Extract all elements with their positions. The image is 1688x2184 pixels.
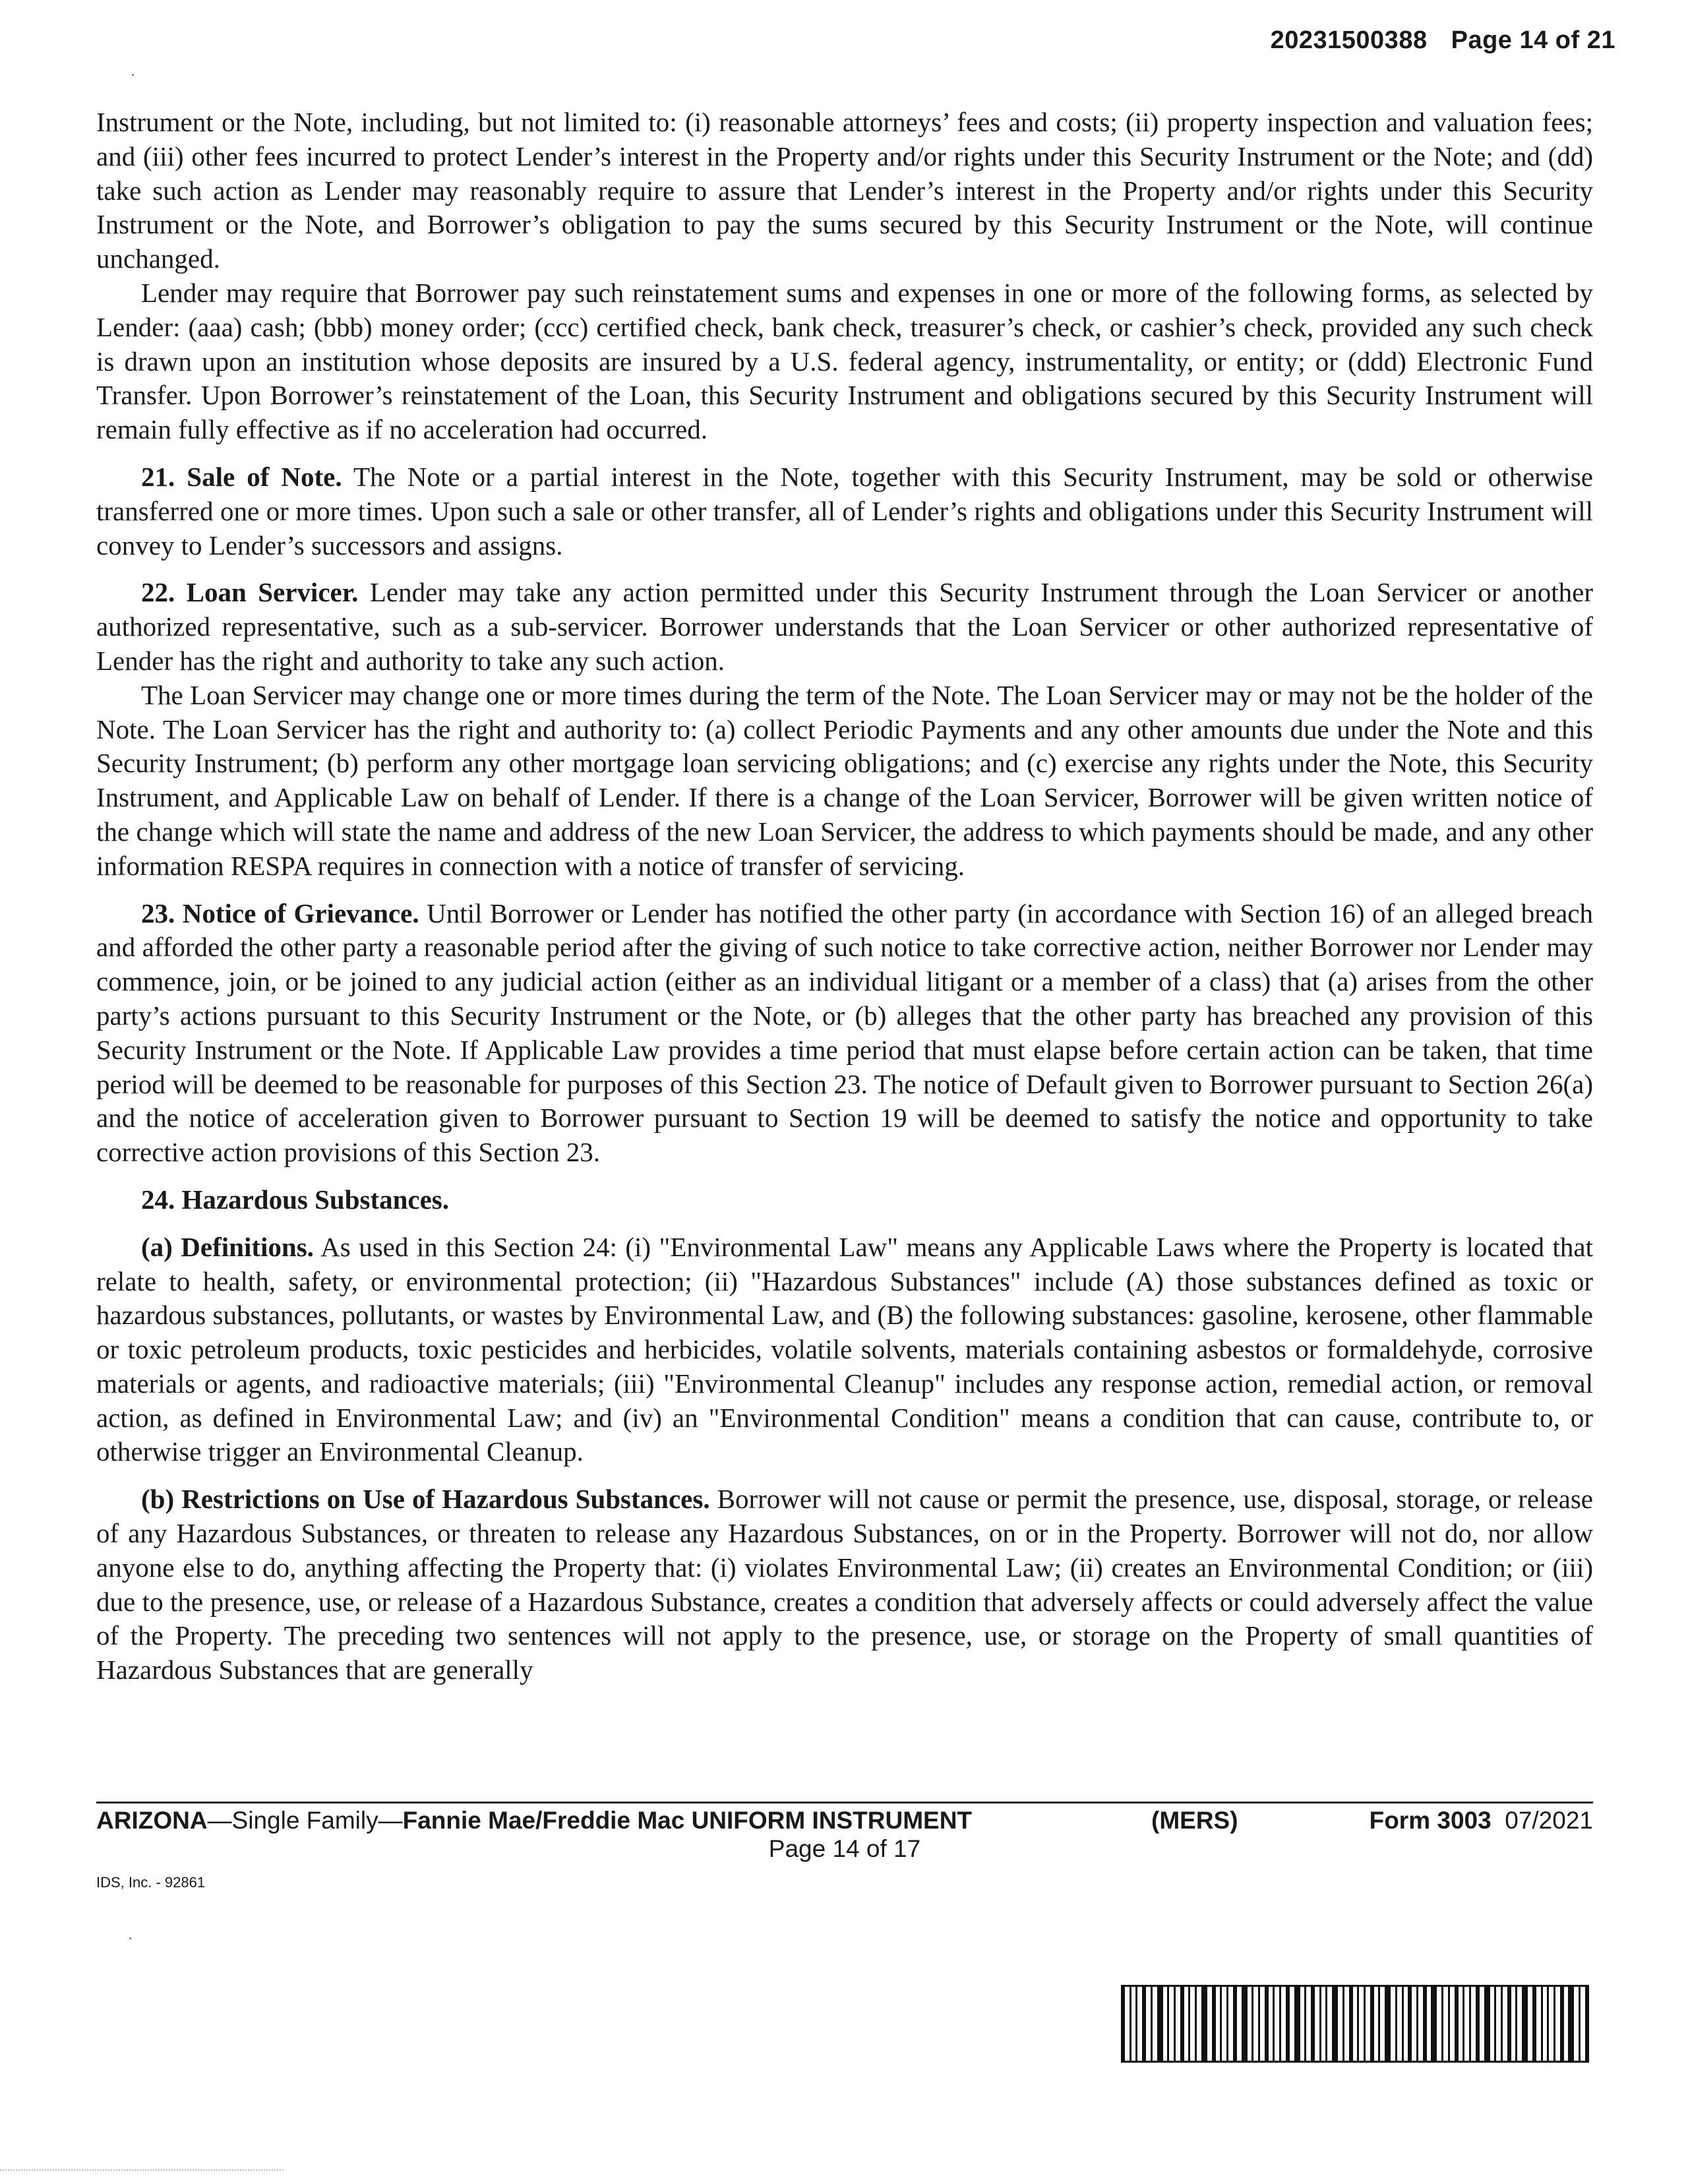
section-heading: 22. Loan Servicer.: [141, 577, 359, 608]
barcode-bar: [1294, 1987, 1300, 2061]
subsection-24b: (b) Restrictions on Use of Hazardous Substances. Borrower will not cause or permit the presence, use, disposal, storage, or release of any Hazardous Substances, or threaten to release any Hazardous Substances, on or in the Property. Borrower will not do, nor allow anyone else to do, anything affecting the Property that: (i) violates Environmental Law; (ii) creates an Environmental Condition; or (iii) due to the presence, use, or release of a Hazardous Substance, creates a condition that adversely affects or could adversely affect the value of the Property. The preceding two sentences will not apply to the presence, use, or storage on the Property of small quantities of Hazardous Substances that are generally: [96, 1484, 1593, 1685]
scan-edge: [0, 2169, 284, 2172]
form-page-number: Page 14 of 17: [768, 1835, 921, 1862]
recording-header: [1271, 26, 1615, 55]
section-heading: 24. Hazardous Substances.: [141, 1184, 450, 1215]
barcode-bar: [1455, 1987, 1459, 2061]
barcode-bar: [1174, 1987, 1176, 2061]
barcode-bar: [1553, 1987, 1555, 2061]
barcode-bar: [1364, 1987, 1366, 2061]
barcode-bar: [1522, 1987, 1528, 2061]
barcode-bar: [1469, 1987, 1471, 2061]
barcode-bar: [1408, 1987, 1412, 2061]
barcode-bar: [1423, 1987, 1427, 2061]
barcode-bar: [1251, 1987, 1253, 2061]
barcode-bar: [1585, 1987, 1589, 2061]
section-24: [96, 1183, 1593, 1217]
barcode-bar: [1385, 1987, 1391, 2061]
barcode-bar: [1180, 1987, 1184, 2061]
section-heading: 21. Sale of Note.: [141, 461, 342, 492]
barcode-bar: [1484, 1987, 1490, 2061]
barcode-bar: [1212, 1987, 1216, 2061]
barcode-bar: [1431, 1987, 1437, 2061]
barcode-bar: [1532, 1987, 1536, 2061]
barcode-bar: [1515, 1987, 1517, 2061]
section-22: 22. Loan Servicer. Lender may take any action permitted under this Security Instrument through the Loan Servicer or another authorized representative, such as a sub-servicer. Borrower understands that the Loan Servicer or other authorized representative of Lender has the right and authority to take any such action.: [96, 577, 1593, 676]
barcode-bar: [1501, 1987, 1503, 2061]
barcode-bar: [1416, 1987, 1418, 2061]
barcode-bar: [1395, 1987, 1397, 2061]
barcode-bar: [1226, 1987, 1228, 2061]
subsection-24a: (a) Definitions. As used in this Section 24: (i) "Environmental Law" means any Applicable Laws where the Property is located that relate to health, safety, or environmental protection; (ii) "Hazardous Substances" include (A) those substances defined as toxic or hazardous substances, pollutants, or wastes by Environmental Law, and (B) the following substances: gasoline, kerosene, other flammable or toxic petroleum products, toxic pesticides and herbicides, volatile solvents, materials containing asbestos or formaldehyde, corrosive materials or agents, and radioactive materials; (iii) "Environmental Cleanup" includes any response action, remedial action, or removal action, as defined in Environmental Law; and (iv) an "Environmental Condition" means a condition that can cause, contribute to, or otherwise trigger an Environmental Cleanup.: [96, 1231, 1593, 1467]
paragraph: Lender may require that Borrower pay such reinstatement sums and expenses in one or more of the following forms, as selected by Lender: (aaa) cash; (bbb) money order; (ccc) certified check, bank check, treasurer’s check, or cashier’s check, provided any such check is drawn upon an institution whose deposits are insured by a U.S. federal agency, instrumentality, or entity; or (ddd) Electronic Fund Transfer. Upon Borrower’s reinstatement of the Loan, this Security Instrument and obligations secured by this Security Instrument will remain fully effective as if no acceleration had occurred.: [96, 277, 1593, 445]
barcode-bar: [1151, 1987, 1153, 2061]
barcode-bar: [1279, 1987, 1281, 2061]
paragraph: Instrument or the Note, including, but not limited to: (i) reasonable attorneys’ fees and costs; (ii) property inspection and valuation fees; and (iii) other fees incurred to protect Lender’s interest in the Property and/or rights under this Security Instrument or the Note; and (dd) take such action as Lender may reasonably require to assure that Lender’s interest in the Property and/or rights under this Security Instrument or the Note, and Borrower’s obligation to pay the sums secured by this Security Instrument or the Note, will continue unchanged.: [96, 107, 1593, 274]
barcode-bar: [1286, 1987, 1290, 2061]
barcode-bar: [1349, 1987, 1353, 2061]
barcode-bar: [1220, 1987, 1222, 2061]
barcode-bar: [1265, 1987, 1269, 2061]
barcode-bar: [1579, 1987, 1581, 2061]
barcode-bar: [1448, 1987, 1450, 2061]
barcode-bar: [1541, 1987, 1543, 2061]
barcode-bar: [1370, 1987, 1374, 2061]
barcode-bar: [1547, 1987, 1549, 2061]
barcode-bar: [1304, 1987, 1306, 2061]
barcode-bar: [1195, 1987, 1197, 2061]
section-23: 23. Notice of Grievance. Until Borrower or Lender has notified the other party (in accordance with Section 16) of an alleged breach and afforded the other party a reasonable period after the giving of such notice to take corrective action, neither Borrower nor Lender may commence, join, or be joined to any judicial action (either as an individual litigant or a member of a class) that (a) arises from the other party’s actions pursuant to this Security Instrument or the Note, or (b) alleges that the other party has breached any provision of this Security Instrument or the Note. If Applicable Law provides a time period that must elapse before certain action can be taken, that time period will be deemed to be reasonable for purposes of this Section 23. The notice of Default given to Borrower pursuant to Section 26(a) and the notice of acceleration given to Borrower pursuant to Section 19 will be deemed to satisfy the notice and opportunity to take corrective action provisions of this Section 23.: [96, 897, 1594, 1168]
barcode-bar: [1332, 1987, 1338, 2061]
vendor-code: IDS, Inc. - 92861: [96, 1874, 206, 1891]
barcode-bar: [1273, 1987, 1275, 2061]
mers-label: (MERS): [1151, 1807, 1238, 1834]
barcode: [1121, 1985, 1589, 2063]
barcode-bar: [1342, 1987, 1344, 2061]
barcode-bar: [1494, 1987, 1496, 2061]
barcode-bar: [1135, 1987, 1137, 2061]
paragraph: The Loan Servicer may change one or more times during the term of the Note. The Loan Servicer may or may not be the holder of the Note. The Loan Servicer has the right and authority to: (a) collect Periodic Payments and any other amounts due under the Note and this Security Instrument; (b) perform any other mortgage loan servicing obligations; and (c) exercise any rights under the Note, this Security Instrument, and Applicable Law on behalf of Lender. If there is a change of the Loan Servicer, Borrower will be given written notice of the change which will state the name and address of the new Loan Servicer, the address to which payments should be made, and any other information RESPA requires in connection with a notice of transfer of servicing.: [96, 679, 1593, 881]
barcode-bar: [1157, 1987, 1163, 2061]
barcode-bar: [1311, 1987, 1315, 2061]
barcode-bar: [1258, 1987, 1260, 2061]
form-title: ARIZONA—Single Family—Fannie Mae/Freddie Mac UNIFORM INSTRUMENT: [96, 1807, 973, 1834]
subsection-heading: (b) Restrictions on Use of Hazardous Substances.: [141, 1484, 710, 1515]
barcode-bar: [1121, 1987, 1125, 2061]
section-heading: 23. Notice of Grievance.: [141, 897, 419, 928]
form-number: Form 3003 07/2021: [1369, 1807, 1593, 1834]
scan-speck: [129, 1937, 131, 1939]
barcode-bar: [1242, 1987, 1248, 2061]
barcode-bar: [1476, 1987, 1480, 2061]
form-footer: [96, 1805, 1593, 1836]
barcode-bar: [1507, 1987, 1511, 2061]
footer-divider: [96, 1802, 1593, 1804]
barcode-bar: [1142, 1987, 1146, 2061]
subsection-heading: (a) Definitions.: [141, 1231, 314, 1262]
barcode-bar: [1402, 1987, 1404, 2061]
barcode-bar: [1325, 1987, 1327, 2061]
barcode-bar: [1233, 1987, 1237, 2061]
barcode-bar: [1568, 1987, 1574, 2061]
barcode-bar: [1378, 1987, 1380, 2061]
barcode-bar: [1441, 1987, 1443, 2061]
barcode-bar: [1357, 1987, 1359, 2061]
barcode-bar: [1188, 1987, 1190, 2061]
barcode-bar: [1167, 1987, 1169, 2061]
recording-page-label: Page 14 of 21: [1451, 26, 1615, 54]
document-body: [96, 106, 1593, 1687]
barcode-bar: [1319, 1987, 1321, 2061]
scan-speck: [132, 74, 134, 76]
barcode-bar: [1462, 1987, 1464, 2061]
document-number: 20231500388: [1270, 26, 1428, 54]
barcode-bar: [1201, 1987, 1207, 2061]
barcode-bar: [1560, 1987, 1564, 2061]
section-21: 21. Sale of Note. The Note or a partial interest in the Note, together with this Security Instrument, may be sold or otherwise transferred one or more times. Upon such a sale or other transfer, all of Lender’s rights and obligations under this Security Instrument will convey to Lender’s successors and assigns.: [96, 461, 1593, 561]
barcode-bar: [1130, 1987, 1131, 2061]
